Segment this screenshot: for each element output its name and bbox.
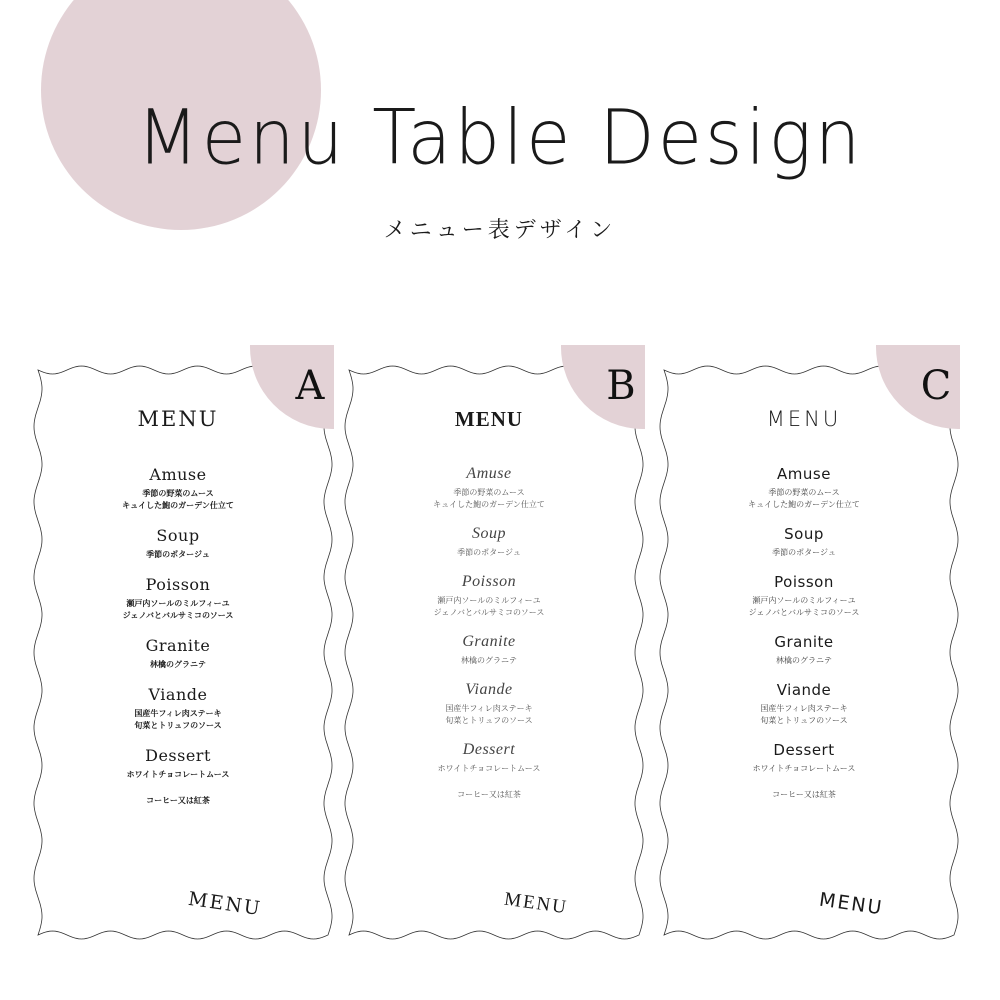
course-item — [344, 633, 634, 667]
course-description: キュイした鮑のガーデン仕立て — [748, 500, 860, 509]
course-name: Dessert — [462, 741, 516, 758]
course-description: ジェノバとバルサミコのソース — [433, 608, 545, 617]
course-item — [33, 526, 323, 561]
card-letter: A — [295, 363, 325, 409]
course-name: Granite — [462, 633, 516, 650]
course-item — [33, 575, 323, 622]
page-subtitle: メニュー表デザイン — [383, 218, 617, 243]
course-item — [659, 525, 949, 559]
course-item — [659, 573, 949, 619]
course-description: 瀬戸内ソールのミルフィーユ — [126, 599, 230, 608]
card-footer-text: MENU — [186, 887, 264, 921]
course-name: Viande — [465, 681, 513, 698]
course-description: 季節の野菜のムース — [453, 488, 525, 497]
page-title: Menu Table Design — [136, 92, 864, 182]
course-item — [659, 681, 949, 727]
course-item — [344, 465, 634, 511]
course-item — [659, 741, 949, 775]
coffee-note: コーヒー又は紅茶 — [772, 790, 836, 799]
course-name: Amuse — [466, 465, 512, 482]
course-name: Poisson — [461, 573, 517, 590]
course-item — [344, 741, 634, 775]
course-name: Granite — [774, 633, 834, 651]
card-menu-title: MENU — [137, 407, 219, 431]
course-description: ジェノバとバルサミコのソース — [122, 611, 234, 620]
course-item — [33, 685, 323, 732]
course-description: 瀬戸内ソールのミルフィーユ — [752, 596, 856, 605]
menu-card-c — [659, 345, 964, 940]
course-description: ホワイトチョコレートムース — [126, 770, 230, 779]
course-name: Viande — [776, 681, 832, 699]
course-description: 瀬戸内ソールのミルフィーユ — [437, 596, 541, 605]
course-item — [33, 636, 323, 671]
menu-card-b — [344, 345, 649, 940]
course-description: 旬菜とトリュフのソース — [760, 716, 848, 725]
course-name: Dessert — [145, 746, 211, 765]
course-description: ホワイトチョコレートムース — [437, 764, 541, 773]
course-item — [33, 746, 323, 781]
menu-card-a — [33, 345, 338, 940]
course-item — [344, 681, 634, 727]
card-footer-text: MENU — [817, 888, 885, 920]
card-letter: C — [920, 363, 952, 409]
course-description: 季節の野菜のムース — [768, 488, 840, 497]
course-name: Soup — [784, 525, 824, 543]
course-description: 季節の野菜のムース — [142, 489, 214, 498]
course-name: Viande — [148, 685, 208, 704]
course-item — [33, 465, 323, 512]
course-description: 国産牛フィレ肉ステーキ — [134, 709, 222, 718]
card-footer-text: MENU — [502, 888, 570, 919]
course-description: 季節のポタージュ — [772, 548, 836, 557]
course-description: キュイした鮑のガーデン仕立て — [433, 500, 545, 509]
course-item — [659, 465, 949, 511]
course-description: キュイした鮑のガーデン仕立て — [122, 501, 234, 510]
course-description: 林檎のグラニテ — [461, 656, 517, 665]
course-description: ホワイトチョコレートムース — [752, 764, 856, 773]
card-menu-title: MENU — [454, 407, 524, 431]
course-description: 旬菜とトリュフのソース — [445, 716, 533, 725]
course-list — [659, 465, 949, 800]
course-description: 季節のポタージュ — [457, 548, 521, 557]
course-name: Dessert — [773, 741, 835, 759]
card-letter: B — [606, 363, 636, 409]
course-list — [344, 465, 634, 800]
course-name: Granite — [145, 636, 211, 655]
coffee-note: コーヒー又は紅茶 — [457, 790, 521, 799]
coffee-note: コーヒー又は紅茶 — [146, 796, 210, 805]
course-description: 国産牛フィレ肉ステーキ — [760, 704, 848, 713]
course-list — [33, 465, 323, 806]
course-item — [344, 525, 634, 559]
course-name: Soup — [472, 525, 506, 542]
course-name: Amuse — [777, 465, 831, 483]
card-menu-title: MENU — [766, 407, 842, 431]
course-name: Soup — [156, 526, 200, 545]
course-description: 国産牛フィレ肉ステーキ — [445, 704, 533, 713]
course-description: ジェノバとバルサミコのソース — [748, 608, 860, 617]
course-item — [344, 573, 634, 619]
course-name: Poisson — [145, 575, 211, 594]
course-description: 旬菜とトリュフのソース — [134, 721, 222, 730]
course-description: 林檎のグラニテ — [150, 660, 206, 669]
course-name: Poisson — [774, 573, 834, 591]
course-description: 季節のポタージュ — [146, 550, 210, 559]
course-description: 林檎のグラニテ — [776, 656, 832, 665]
course-item — [659, 633, 949, 667]
course-name: Amuse — [149, 465, 207, 484]
